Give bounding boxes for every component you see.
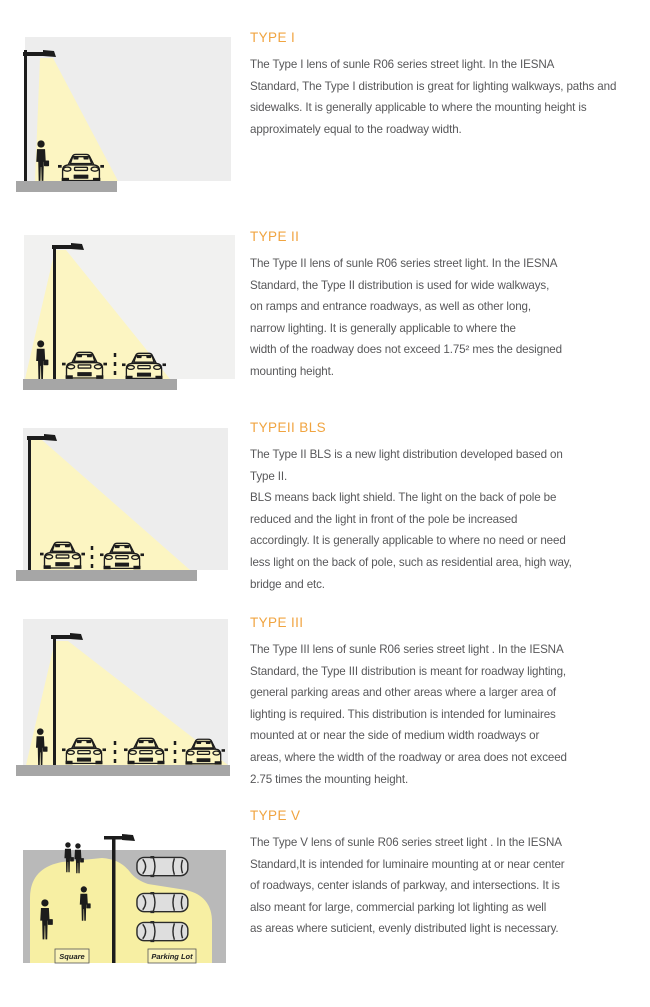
type-ii-bls-paragraph — [250, 444, 650, 595]
text-line: reduced and the light in front of the pole be increased — [250, 512, 518, 526]
type-ii-heading: TYPE II — [250, 229, 300, 244]
text-line: lighting is required. This distribution is intended for luminaires — [250, 707, 556, 721]
text-line: width of the roadway does not exceed 1.75² mes the designed — [250, 343, 562, 357]
text-line: Type II. — [250, 469, 288, 483]
type-ii-bls-illustration — [14, 426, 234, 584]
type-ii-illustration — [16, 233, 236, 393]
text-line: Standard,It is intended for luminaire mounting at or near center — [250, 857, 565, 871]
type-i-paragraph — [250, 54, 650, 140]
type-i-illustration — [16, 37, 232, 193]
text-line: mounting height. — [250, 364, 334, 378]
parked-car-top-view — [137, 892, 188, 913]
text-line: narrow lighting. It is generally applicable to where the — [250, 321, 516, 335]
text-line: The Type II lens of sunle R06 series street light. In the IESNA — [250, 257, 558, 270]
text-line: Standard, the Type III distribution is meant for roadway lighting, — [250, 664, 567, 678]
type-iii-text-block — [250, 615, 650, 790]
type-v-text-block — [250, 808, 650, 940]
text-line: less light on the back of pole, such as residential area, high way, — [250, 555, 572, 569]
text-line: The Type V lens of sunle R06 series street light . In the IESNA — [250, 836, 562, 849]
ground-strip — [23, 379, 177, 390]
type-ii-bls-text-block — [250, 420, 650, 595]
ground-strip — [16, 570, 197, 581]
parked-car-top-view — [137, 856, 188, 877]
type-ii-text-block — [250, 229, 650, 383]
text-line: approximately equal to the roadway width. — [250, 122, 462, 136]
text-line: Standard, the Type II distribution is used for wide walkways, — [250, 278, 550, 292]
type-iii-heading: TYPE III — [250, 615, 304, 630]
text-line: 2.75 times the mounting height. — [250, 772, 409, 786]
text-line: accordingly. It is generally applicable to where no need or need — [250, 534, 566, 548]
text-line: mounted at or near the side of medium width roadways or — [250, 729, 540, 743]
type-i-heading: TYPE I — [250, 30, 296, 45]
text-line: The Type III lens of sunle R06 series street light . In the IESNA — [250, 643, 564, 656]
text-line: on ramps and entrance roadways, as well as other long, — [250, 300, 531, 314]
type-ii-paragraph — [250, 253, 650, 383]
text-line: general parking areas and other areas where a larger area of — [250, 686, 557, 700]
text-line: Standard, The Type I distribution is great for lighting walkways, paths and — [250, 79, 617, 93]
type-i-text-block — [250, 30, 650, 140]
parking-lot-label-text: Parking Lot — [151, 952, 193, 961]
text-line: of roadways, center islands of parkway, and intersections. It is — [250, 879, 560, 893]
type-iii-illustration — [14, 617, 236, 777]
text-line: as areas where suticient, evenly distributed light is necessary. — [250, 922, 559, 936]
square-label — [55, 949, 89, 963]
parked-car-top-view — [137, 921, 188, 942]
type-v-heading: TYPE V — [250, 808, 301, 823]
text-line: bridge and etc. — [250, 577, 325, 591]
text-line: sidewalks. It is generally applicable to where the mounting height is — [250, 101, 587, 115]
ground-strip — [16, 181, 117, 192]
type-v-paragraph — [250, 832, 650, 940]
text-line: The Type II BLS is a new light distribution developed based on — [250, 448, 563, 461]
text-line: The Type I lens of sunle R06 series street light. In the IESNA — [250, 58, 555, 71]
type-iii-paragraph — [250, 639, 650, 790]
square-label-text: Square — [59, 952, 85, 961]
parking-lot-label — [148, 949, 196, 963]
ground-strip — [16, 765, 230, 776]
type-ii-bls-heading: TYPEII BLS — [250, 420, 327, 435]
type-v-illustration — [14, 826, 236, 966]
text-line: BLS means back light shield. The light on the back of pole be — [250, 491, 557, 505]
text-line: also meant for large, commercial parking lot lighting as well — [250, 900, 547, 914]
text-line: areas, where the width of the roadway or area does not exceed — [250, 750, 567, 764]
